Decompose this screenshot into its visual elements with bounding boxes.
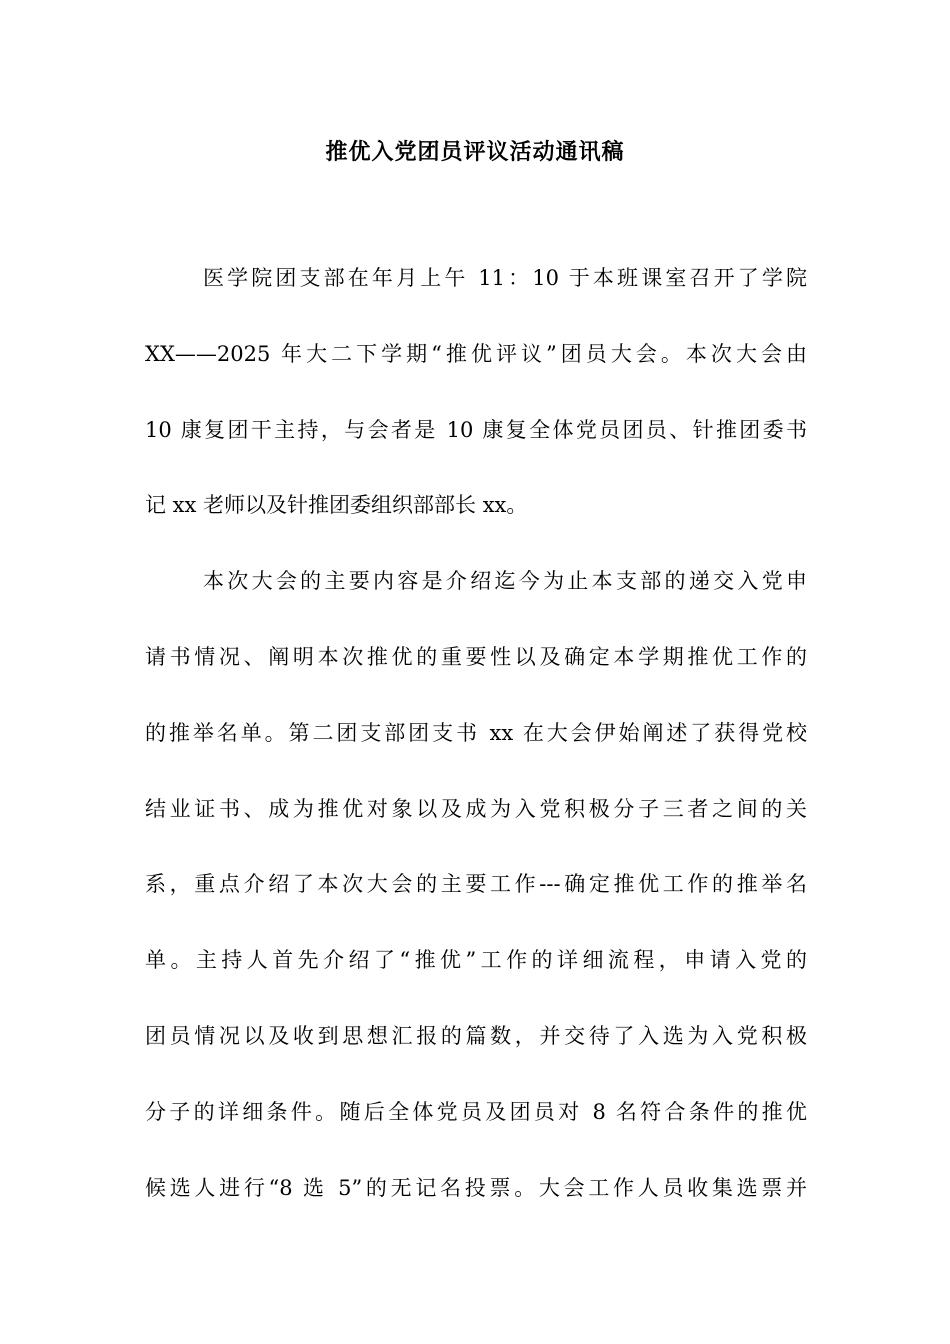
paragraph-2-line-6: 单。主持人首先介绍了“推优”工作的详细流程，申请入党的	[145, 948, 807, 973]
paragraph-2-line-5: 系，重点介绍了本次大会的主要工作---确定推优工作的推举名	[145, 872, 807, 897]
paragraph-2-line-9: 候选人进行“8 选 5”的无记名投票。大会工作人员收集选票并	[145, 1175, 807, 1200]
paragraph-2-line-3: 的推举名单。第二团支部团支书 xx 在大会伊始阐述了获得党校	[145, 720, 807, 745]
paragraph-1-line-1: 医学院团支部在年月上午 11：10 于本班课室召开了学院	[203, 266, 807, 290]
paragraph-1-line-4: 记 xx 老师以及针推团委组织部部长 xx。	[145, 493, 528, 518]
document-title: 推优入党团员评议活动通讯稿	[325, 140, 625, 165]
paragraph-2-line-2: 请书情况、阐明本次推优的重要性以及确定本学期推优工作的	[145, 644, 807, 669]
paragraph-2-line-8: 分子的详细条件。随后全体党员及团员对 8 名符合条件的推优	[145, 1099, 807, 1124]
paragraph-2-line-4: 结业证书、成为推优对象以及成为入党积极分子三者之间的关	[145, 796, 807, 821]
paragraph-2-line-7: 团员情况以及收到思想汇报的篇数，并交待了入选为入党积极	[145, 1023, 807, 1048]
paragraph-2-line-1: 本次大会的主要内容是介绍迄今为止本支部的递交入党申	[203, 569, 807, 594]
paragraph-1-line-2: XX——2025 年大二下学期“推优评议”团员大会。本次大会由	[145, 341, 807, 366]
paragraph-1-line-3: 10 康复团干主持，与会者是 10 康复全体党员团员、针推团委书	[145, 417, 807, 442]
document-body	[145, 258, 807, 1243]
